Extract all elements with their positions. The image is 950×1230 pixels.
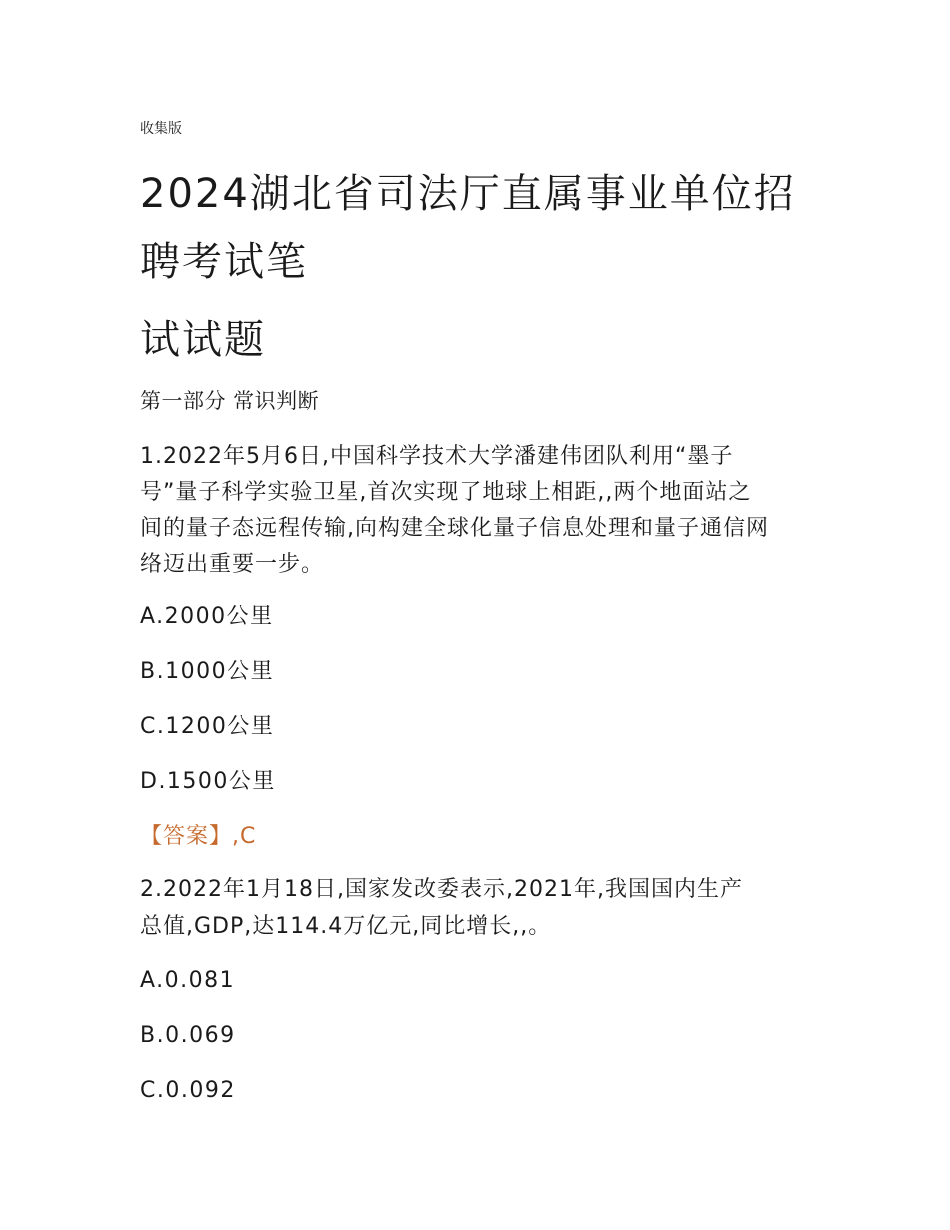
- question-2-option-a: A.0.081: [140, 968, 236, 993]
- question-2-line-2: 总值,GDP,达114.4万亿元,同比增长,,。: [140, 914, 552, 939]
- question-1-line-4: 络迈出重要一步。: [140, 552, 325, 577]
- collection-tag: 收集版: [140, 121, 182, 137]
- question-2-option-c: C.0.092: [140, 1078, 236, 1103]
- title-line-2: 聘考试笔: [140, 239, 308, 285]
- title-line-1: 2024湖北省司法厅直属事业单位招: [140, 171, 796, 217]
- question-1-option-b: B.1000公里: [140, 659, 275, 684]
- question-1-option-c: C.1200公里: [140, 714, 275, 739]
- question-1-line-2: 号”量子科学实验卫星,首次实现了地球上相距,,两个地面站之: [140, 480, 752, 505]
- question-1-line-1: 1.2022年5月6日,中国科学技术大学潘建伟团队利用“墨子: [140, 444, 734, 469]
- question-1-answer: 【答案】,C: [140, 824, 257, 849]
- question-2-option-b: B.0.069: [140, 1023, 236, 1048]
- question-2-line-1: 2.2022年1月18日,国家发改委表示,2021年,我国国内生产: [140, 877, 743, 902]
- question-1-option-a: A.2000公里: [140, 604, 274, 629]
- question-1-line-3: 间的量子态远程传输,向构建全球化量子信息处理和量子通信网: [140, 516, 769, 541]
- section-heading: 第一部分 常识判断: [140, 389, 320, 413]
- title-line-3: 试试题: [140, 317, 266, 363]
- question-1-option-d: D.1500公里: [140, 769, 276, 794]
